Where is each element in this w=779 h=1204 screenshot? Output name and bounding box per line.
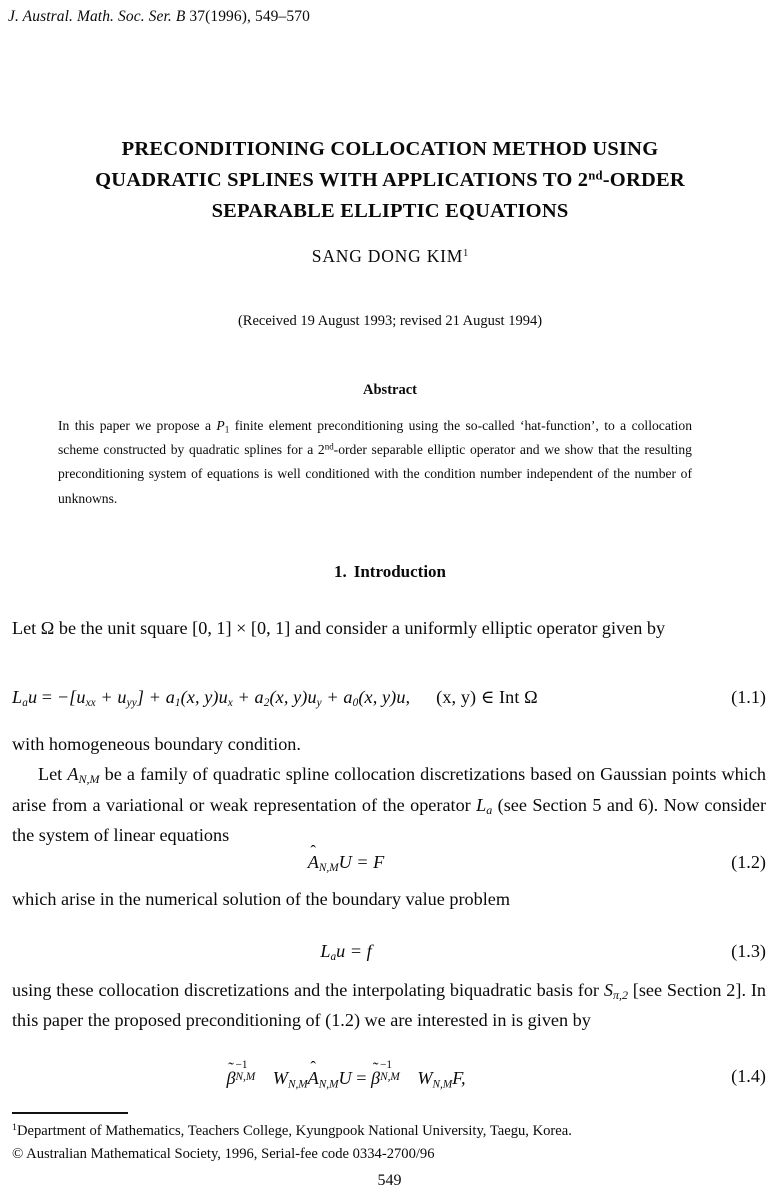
equation-1-4-tag: (1.4) (731, 1066, 766, 1086)
footnote-affiliation: Department of Mathematics, Teachers College, Kyungpook National University, Taegu, Korea. (16, 1123, 572, 1139)
equation-1-3-body (12, 941, 766, 962)
equation-1-4 (12, 1059, 766, 1096)
eq11-sub-2: 2 (263, 697, 270, 710)
page-number: 549 (377, 1172, 402, 1189)
title-line-2 (34, 165, 746, 196)
eq11-xy-uy: (x, y)u (269, 687, 317, 707)
para2-math-L: L (476, 794, 487, 815)
abstract-segment-3: -order separable elliptic operator and we show that the resulting preconditioning system of equations is well conditioned with the condition number independent of the number of unknowns. (58, 442, 692, 506)
received-dates: (Received 19 August 1993; revised 21 August 1994) (237, 313, 543, 329)
abstract-segment-1: In this paper we propose a (58, 418, 217, 433)
section-heading-introduction (34, 562, 746, 582)
eq11-plus-a2: + a (232, 687, 264, 707)
footnote-separator-rule (12, 1112, 128, 1114)
eq14-rhs-sub: N,M (380, 1070, 400, 1083)
paragraph-intro-4 (12, 975, 766, 1036)
paragraph-intro-2 (12, 729, 766, 851)
eq11-L: L (12, 687, 23, 707)
copyright-icon: © (12, 1145, 24, 1162)
equation-1-3 (12, 941, 766, 971)
eq13-rest: u = f (336, 941, 372, 961)
copyright-text: Australian Mathematical Society, 1996, Serial-fee code 0334-2700/96 (23, 1145, 435, 1162)
title-line-2-part-b: -ORDER (602, 169, 685, 191)
eq14-beta-tilde-lhs: ˜ β (226, 1068, 235, 1089)
abstract-ordinal-suffix: nd (324, 441, 334, 452)
eq11-neg-bracket: −[u (56, 687, 86, 707)
equation-1-1-body (12, 687, 766, 708)
footnote-affiliation-line (12, 1120, 766, 1143)
eq12-A-hat: ˆ A (308, 852, 319, 873)
eq12-A-sub: N,M (318, 862, 339, 875)
author-name: SANG DONG KIM (311, 246, 464, 266)
paragraph-intro-3: which arise in the numerical solution of the boundary value problem (12, 889, 510, 909)
eq13-L: L (320, 941, 331, 961)
eq14-A-sub: N,M (318, 1078, 339, 1091)
para2-math-A-sub: N,M (78, 772, 100, 787)
eq11-sub-xx: xx (85, 697, 96, 710)
eq14-W-rhs-sub: N,M (432, 1078, 453, 1091)
author-line (34, 246, 746, 267)
para2-math-A: A (67, 764, 79, 785)
para2-sentence-2c: (see Section 5 and 6). Now consider the system of linear equations (12, 794, 766, 846)
eq14-rhs-sup: −1 (380, 1059, 393, 1072)
eq11-u: u (27, 687, 38, 707)
abstract-segment-2: finite element preconditioning using the so-called ‘hat-function’, to a collocation scheme constructed by quadratic splines for a 2 (58, 418, 692, 458)
section-number: 1. (333, 562, 347, 581)
journal-volume-pages: 37(1996), 549–570 (189, 8, 310, 25)
abstract-math-P-subscript: 1 (224, 424, 230, 435)
equation-1-3-tag: (1.3) (731, 941, 766, 961)
section-title: Introduction (353, 562, 446, 581)
eq14-W-lhs: W (272, 1068, 288, 1089)
footnote-copyright-line (12, 1143, 766, 1166)
eq11-domain: (x, y) ∈ Int Ω (436, 687, 538, 707)
title-line-2-part-a: QUADRATIC SPLINES WITH APPLICATIONS TO 2 (95, 169, 589, 191)
eq14-lhs-sup: −1 (235, 1059, 248, 1072)
eq14-W-lhs-sub: N,M (287, 1078, 308, 1091)
footnote-marker: 1 (12, 1122, 17, 1134)
author-footnote-marker: 1 (463, 248, 469, 260)
eq14-A-hat: ˆ A (308, 1068, 319, 1089)
para2-sentence-2b: be a family of quadratic spline collocation discretizations based on Gaussian points which arise from a variational or weak representation of the operator (12, 764, 766, 815)
eq11-equals: = (37, 687, 57, 707)
equation-1-2-body (12, 852, 766, 873)
para4-math-S-sub: π,2 (612, 988, 628, 1003)
eq11-sub-1: 1 (174, 697, 181, 710)
eq14-lhs-sub: N,M (235, 1070, 256, 1083)
para2-sentence-2a: Let (38, 764, 68, 785)
eq11-plus-a0: + a (321, 687, 353, 707)
eq11-sub-y: y (316, 697, 322, 710)
eq14-equals: = (351, 1068, 372, 1089)
eq11-xy-u: (x, y)u, (358, 687, 411, 707)
title-line-1: PRECONDITIONING COLLOCATION METHOD USING (121, 138, 659, 160)
eq13-L-sub: a (330, 951, 337, 964)
equation-1-1-tag: (1.1) (731, 687, 766, 707)
title-line-3: SEPARABLE ELLIPTIC EQUATIONS (211, 200, 569, 222)
eq11-L-sub: a (22, 697, 28, 710)
equation-1-4-body (12, 1059, 766, 1091)
para4-math-S: S (603, 980, 613, 1000)
eq14-F: F, (452, 1068, 466, 1089)
equation-1-1 (12, 687, 766, 717)
abstract-heading: Abstract (363, 382, 417, 398)
eq14-W-rhs: W (417, 1068, 433, 1089)
journal-name: J. Austral. Math. Soc. Ser. B (8, 8, 186, 25)
footnote-block (12, 1120, 766, 1165)
eq12-rest: U = F (338, 852, 385, 872)
para2-math-L-sub: a (486, 802, 493, 817)
eq11-sub-yy: yy (126, 697, 137, 710)
para4-segment-1: using these collocation discretizations and the interpolating biquadratic basis for (12, 980, 604, 1000)
equation-1-2 (12, 852, 766, 882)
abstract-math-P: P (216, 418, 225, 433)
running-head (8, 8, 310, 26)
eq11-close-bracket: ] + a (136, 687, 175, 707)
eq11-sub-x: x (227, 697, 233, 710)
eq14-beta-tilde-rhs: ˜ β (371, 1068, 380, 1089)
paragraph-intro-1: Let Ω be the unit square [0, 1] × [0, 1] and consider a uniformly elliptic operator given by (12, 618, 666, 638)
eq11-xy-ux: (x, y)u (180, 687, 228, 707)
para2-sentence-1: with homogeneous boundary condition. (12, 734, 301, 754)
abstract-body (58, 414, 692, 511)
para4-segment-2: [see Section 2]. In this paper the proposed preconditioning of (1.2) we are interested in is given by (12, 980, 766, 1031)
title-ordinal-suffix: nd (588, 168, 603, 183)
eq11-sub-0: 0 (352, 697, 359, 710)
eq11-plus-u: + u (95, 687, 127, 707)
article-title (34, 134, 746, 227)
eq14-U: U (338, 1068, 352, 1089)
equation-1-2-tag: (1.2) (731, 852, 766, 872)
